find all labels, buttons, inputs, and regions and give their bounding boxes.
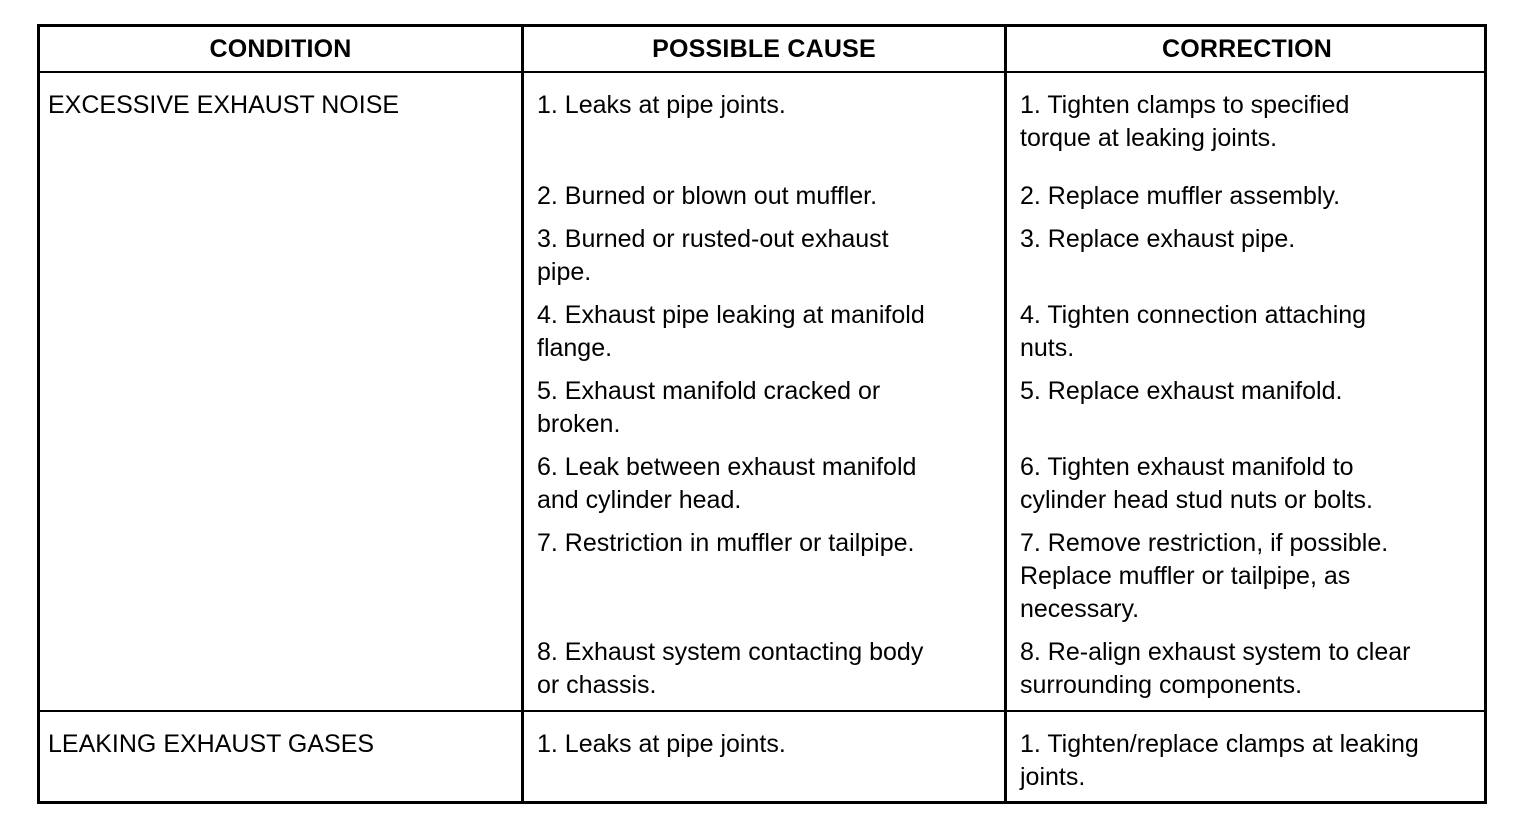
- cause-line: 6. Leak between exhaust manifold: [537, 453, 917, 481]
- correction-line: torque at leaking joints.: [1020, 124, 1278, 152]
- correction-cell: [1020, 223, 1295, 256]
- header-condition: CONDITION: [209, 34, 352, 63]
- correction-cell: [1020, 89, 1349, 155]
- correction-line: surrounding components.: [1020, 671, 1303, 699]
- header-possible-cause: POSSIBLE CAUSE: [652, 34, 876, 63]
- cause-cell: [537, 636, 923, 702]
- correction-line: 6. Tighten exhaust manifold to: [1020, 453, 1354, 481]
- correction-cell: [1020, 299, 1366, 365]
- condition-label: LEAKING EXHAUST GASES: [48, 730, 375, 758]
- correction-line: 2. Replace muffler assembly.: [1020, 182, 1341, 210]
- cause-line: 1. Leaks at pipe joints.: [537, 91, 786, 119]
- section-divider: [40, 710, 1484, 712]
- correction-line: 4. Tighten connection attaching: [1020, 301, 1367, 329]
- cause-line: or chassis.: [537, 671, 657, 699]
- correction-line: 1. Tighten/replace clamps at leaking: [1020, 730, 1419, 758]
- correction-line: joints.: [1020, 763, 1086, 791]
- diagnosis-table: [37, 24, 1487, 804]
- cause-cell: [537, 375, 880, 441]
- cause-line: 3. Burned or rusted-out exhaust: [537, 225, 889, 253]
- condition-label: EXCESSIVE EXHAUST NOISE: [48, 91, 400, 119]
- correction-line: cylinder head stud nuts or bolts.: [1020, 486, 1373, 514]
- cause-cell: [537, 89, 786, 122]
- correction-line: 1. Tighten clamps to specified: [1020, 91, 1350, 119]
- cause-line: broken.: [537, 410, 621, 438]
- correction-cell: [1020, 451, 1373, 517]
- cause-line: 5. Exhaust manifold cracked or: [537, 377, 881, 405]
- cause-line: 8. Exhaust system contacting body: [537, 638, 924, 666]
- correction-line: 7. Remove restriction, if possible.: [1020, 529, 1389, 557]
- correction-line: 3. Replace exhaust pipe.: [1020, 225, 1296, 253]
- column-divider: [1004, 27, 1007, 801]
- correction-cell: [1020, 180, 1340, 213]
- cause-line: 4. Exhaust pipe leaking at manifold: [537, 301, 925, 329]
- correction-cell: [1020, 375, 1342, 408]
- correction-line: Replace muffler or tailpipe, as: [1020, 562, 1351, 590]
- cause-cell: [537, 223, 889, 289]
- cause-cell: [537, 299, 925, 365]
- header-divider: [40, 71, 1484, 73]
- correction-line: 8. Re-align exhaust system to clear: [1020, 638, 1411, 666]
- cause-cell: [537, 527, 914, 560]
- correction-line: nuts.: [1020, 334, 1075, 362]
- cause-line: 2. Burned or blown out muffler.: [537, 182, 878, 210]
- cause-cell: [537, 180, 877, 213]
- correction-line: necessary.: [1020, 595, 1140, 623]
- correction-cell: [1020, 728, 1419, 794]
- cause-cell: [537, 451, 916, 517]
- cause-line: 7. Restriction in muffler or tailpipe.: [537, 529, 915, 557]
- correction-line: 5. Replace exhaust manifold.: [1020, 377, 1343, 405]
- cause-line: and cylinder head.: [537, 486, 742, 514]
- cause-line: flange.: [537, 334, 613, 362]
- cause-line: pipe.: [537, 258, 592, 286]
- column-divider: [521, 27, 524, 801]
- correction-cell: [1020, 636, 1410, 702]
- cause-cell: [537, 728, 786, 761]
- header-correction: CORRECTION: [1161, 34, 1333, 63]
- correction-cell: [1020, 527, 1388, 626]
- cause-line: 1. Leaks at pipe joints.: [537, 730, 786, 758]
